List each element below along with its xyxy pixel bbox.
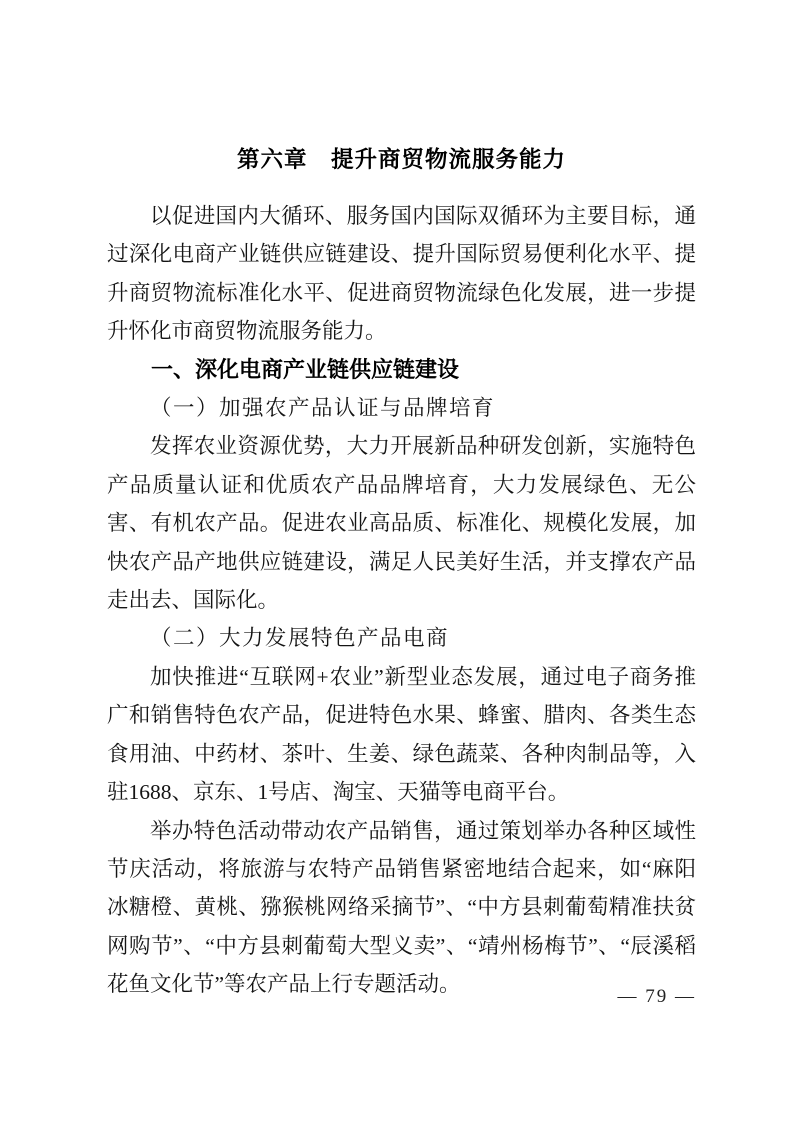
page-content [107,140,696,1004]
page-number: — 79 — [617,986,696,1007]
subsection-1-paragraph: 发挥农业资源优势，大力开展新品种研发创新，实施特色产品质量认证和优质农产品品牌培育，大力发展绿色、无公害、有机农产品。促进农业高品质、标准化、规模化发展，加快农产品产地供应链建设，满足人民美好生活，并支撑农产品走出去、国际化。 [107,434,696,613]
subsection-2-paragraph-1: 加快推进“互联网+农业”新型业态发展，通过电子商务推广和销售特色农产品，促进特色水果、蜂蜜、腊肉、各类生态食用油、中药材、茶叶、生姜、绿色蔬菜、各种肉制品等，入驻1688、京东、1号店、淘宝、天猫等电商平台。 [107,664,696,805]
subsection-heading-1: （一）加强农产品认证与品牌培育 [150,396,496,421]
subsection-2-paragraph-2: 举办特色活动带动农产品销售，通过策划举办各种区域性节庆活动，将旅游与农特产品销售紧密地结合起来，如“麻阳冰糖橙、黄桃、猕猴桃网络采摘节”、“中方县刺葡萄精准扶贫网购节”、“中方县刺葡萄大型义卖”、“靖州杨梅节”、“辰溪稻花鱼文化节”等农产品上行专题活动。 [107,818,696,997]
intro-paragraph: 以促进国内大循环、服务国内国际双循环为主要目标，通过深化电商产业链供应链建设、提升国际贸易便利化水平、提升商贸物流标准化水平、促进商贸物流绿色化发展，进一步提升怀化市商贸物流服务能力。 [107,204,696,344]
section-heading: 一、深化电商产业链供应链建设 [151,356,460,382]
subsection-heading-2: （二）大力发展特色产品电商 [150,626,450,651]
chapter-title: 第六章 提升商贸物流服务能力 [236,147,566,172]
